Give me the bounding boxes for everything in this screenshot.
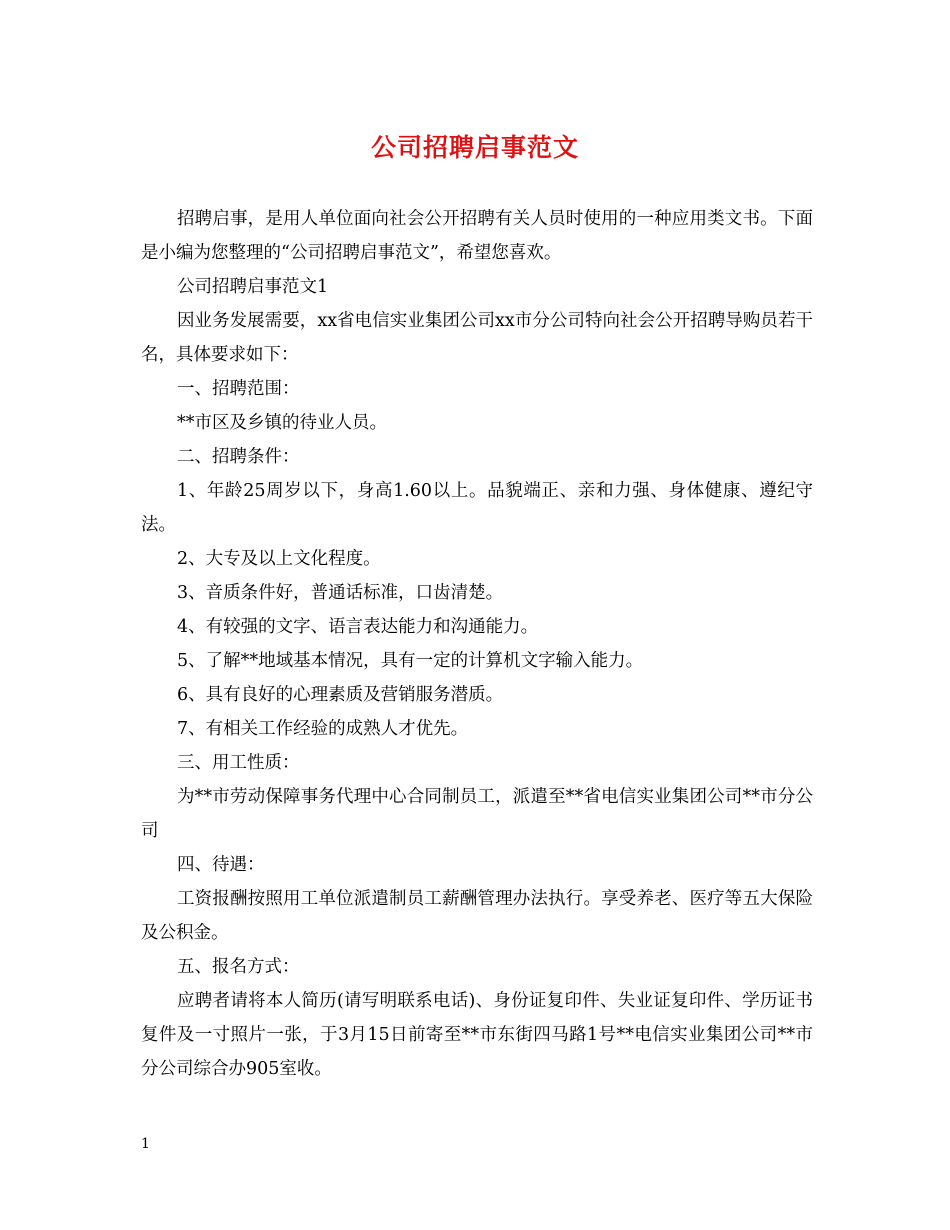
condition-item: 4、有较强的文字、语言表达能力和沟通能力。 <box>177 617 539 637</box>
scope-text: **市区及乡镇的待业人员。 <box>177 413 387 433</box>
benefits-text: 工资报酬按照用工单位派遣制员工薪酬管理办法执行。享受养老、医疗等五大保险及公积金。 <box>141 889 813 943</box>
page-number: 1 <box>141 1136 150 1152</box>
condition-item: 6、具有良好的心理素质及营销服务潜质。 <box>177 685 504 705</box>
document-body <box>141 202 813 1086</box>
intro-paragraph: 招聘启事，是用人单位面向社会公开招聘有关人员时使用的一种应用类文书。下面是小编为您整理的“公司招聘启事范文”，希望您喜欢。 <box>141 209 813 263</box>
condition-item: 5、了解**地域基本情况，具有一定的计算机文字输入能力。 <box>177 651 644 671</box>
condition-item: 3、音质条件好，普通话标准，口齿清楚。 <box>177 583 504 603</box>
condition-item: 2、大专及以上文化程度。 <box>177 549 381 569</box>
section-heading-scope: 一、招聘范围： <box>177 379 300 399</box>
section-heading-employment: 三、用工性质： <box>177 753 300 773</box>
section-heading-conditions: 二、招聘条件： <box>177 447 300 467</box>
application-text: 应聘者请将本人简历(请写明联系电话)、身份证复印件、失业证复印件、学历证书复件及一寸照片一张，于3月15日前寄至**市东街四马路1号**电信实业集团公司**市分公司综合办905室收。 <box>141 991 813 1079</box>
sample-heading: 公司招聘启事范文1 <box>177 277 329 297</box>
condition-item: 7、有相关工作经验的成熟人才优先。 <box>177 719 469 739</box>
section-heading-application: 五、报名方式： <box>177 957 300 977</box>
condition-item: 1、年龄25周岁以下，身高1.60以上。品貌端正、亲和力强、身体健康、遵纪守法。 <box>141 481 813 535</box>
employment-text: 为**市劳动保障事务代理中心合同制员工，派遣至**省电信实业集团公司**市分公司 <box>141 787 813 841</box>
document-title: 公司招聘启事范文 <box>370 133 579 162</box>
recruitment-intro: 因业务发展需要，xx省电信实业集团公司xx市分公司特向社会公开招聘导购员若干名，具体要求如下： <box>141 311 813 365</box>
section-heading-benefits: 四、待遇： <box>177 855 265 875</box>
